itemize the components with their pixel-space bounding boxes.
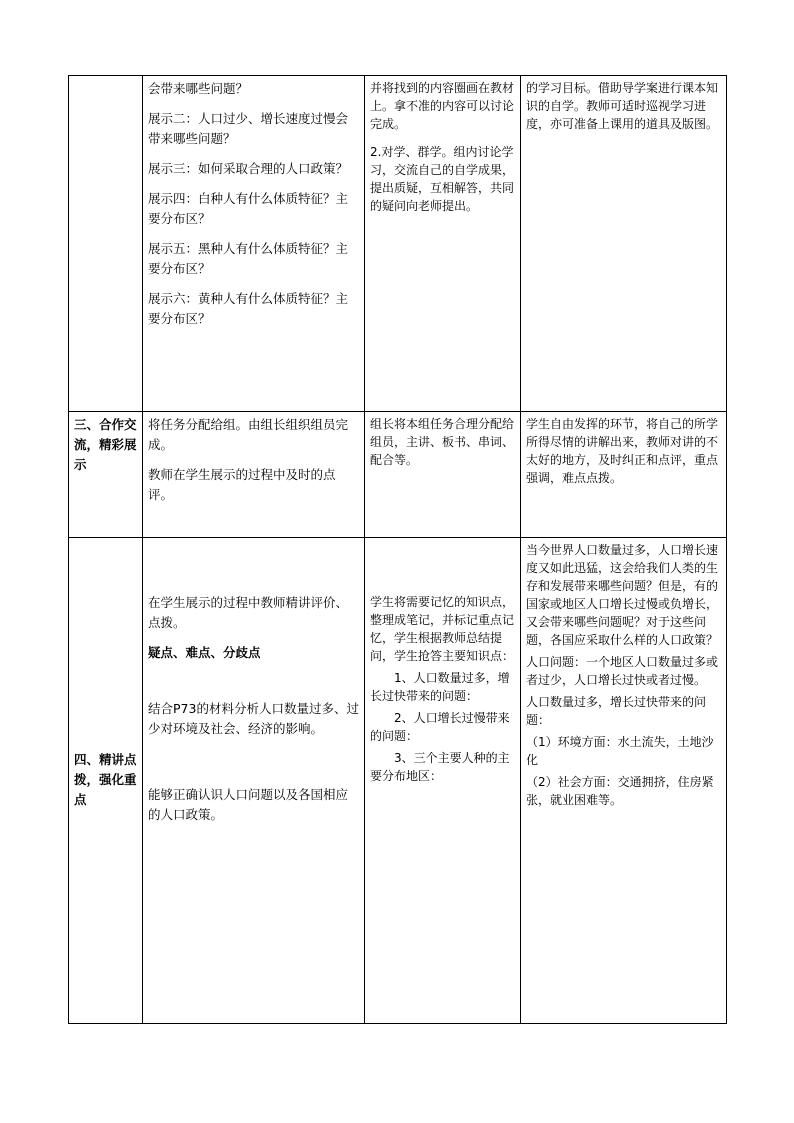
- student-text: 组长将本组任务合理分配给组员，主讲、板书、串词、配合等。: [370, 417, 515, 467]
- teacher-text: 将任务分配给组。由组长组织组员完成。: [148, 417, 349, 452]
- stage-cell: [69, 76, 143, 412]
- stage-cell: 四、精讲点拨，强化重点: [69, 538, 143, 1024]
- design-intent-cell: [521, 76, 727, 412]
- stage-cell: 三、合作交流，精彩展示: [69, 412, 143, 538]
- teacher-text: 教师在学生展示的过程中及时的点评。: [148, 467, 336, 502]
- intent-text: （2）社会方面：交通拥挤，住房紧张，就业困难等。: [526, 775, 714, 807]
- teacher-text: 在学生展示的过程中教师精讲评价、点拨。: [148, 595, 349, 630]
- intent-text: 人口数量过多，增长过快带来的问题：: [526, 695, 707, 727]
- student-activity-cell: [365, 76, 521, 412]
- design-intent-cell: [521, 412, 727, 538]
- design-intent-cell: [521, 538, 727, 1024]
- intent-text: 人口问题：一个地区人口数量过多或者过少，人口增长过快或者过慢。: [526, 655, 719, 687]
- intent-text: 的学习目标。借助导学案进行课本知识的自学。教师可适时巡视学习进度，亦可准备上课用的道具及版图。: [526, 81, 719, 131]
- student-text: 2.对学、群学。组内讨论学习，交流自己的自学成果，提出质疑，互相解答，共同的疑问向老师提出。: [370, 145, 515, 213]
- student-text: 2、人口增长过慢带来的问题：: [370, 711, 510, 743]
- teacher-text: 结合P73的材料分析人口数量过多、过少对环境及社会、经济的影响。: [148, 701, 359, 736]
- table-row: [69, 412, 727, 538]
- student-text: 学生将需要记忆的知识点，整理成笔记，并标记重点记忆，学生根据教师总结提问，学生抢答主要知识点：: [370, 595, 515, 663]
- teacher-text: 展示三：如何采取合理的人口政策？: [148, 161, 349, 176]
- student-activity-cell: [365, 412, 521, 538]
- teacher-heading: 疑点、难点、分歧点: [148, 645, 261, 660]
- teacher-text: 会带来哪些问题？: [148, 81, 249, 96]
- table-row: [69, 76, 727, 412]
- student-text: 1、人口数量过多，增长过快带来的问题：: [370, 671, 510, 703]
- intent-text: （1）环境方面：水土流失，土地沙化: [526, 735, 714, 767]
- teacher-text: 展示四：白种人有什么体质特征？主要分布区？: [148, 191, 349, 226]
- teacher-activity-cell: [143, 538, 365, 1024]
- teacher-text: 展示二：人口过少、增长速度过慢会带来哪些问题？: [148, 111, 349, 146]
- teacher-text: 能够正确认识人口问题以及各国相应的人口政策。: [148, 787, 349, 822]
- intent-text: 学生自由发挥的环节，将自己的所学所得尽情的讲解出来，教师对讲的不太好的地方，及时纠正和点评，重点强调，难点点拨。: [526, 417, 719, 485]
- table-row: [69, 538, 727, 1024]
- lesson-plan-table: [68, 75, 727, 1024]
- teacher-activity-cell: [143, 76, 365, 412]
- student-activity-cell: [365, 538, 521, 1024]
- student-text: 并将找到的内容圈画在教材上。拿不准的内容可以讨论完成。: [370, 81, 515, 131]
- teacher-text: 展示五：黑种人有什么体质特征？主要分布区？: [148, 241, 349, 276]
- teacher-activity-cell: [143, 412, 365, 538]
- student-text: 3、三个主要人种的主要分布地区：: [370, 751, 510, 783]
- teacher-text: 展示六：黄种人有什么体质特征？主要分布区？: [148, 291, 349, 326]
- intent-text: 当今世界人口数量过多，人口增长速度又如此迅猛，这会给我们人类的生存和发展带来哪些问题？但是，有的国家或地区人口增长过慢或负增长，又会带来哪些问题呢？对于这些问题，各国应采取什么样的人口政策？: [526, 543, 719, 647]
